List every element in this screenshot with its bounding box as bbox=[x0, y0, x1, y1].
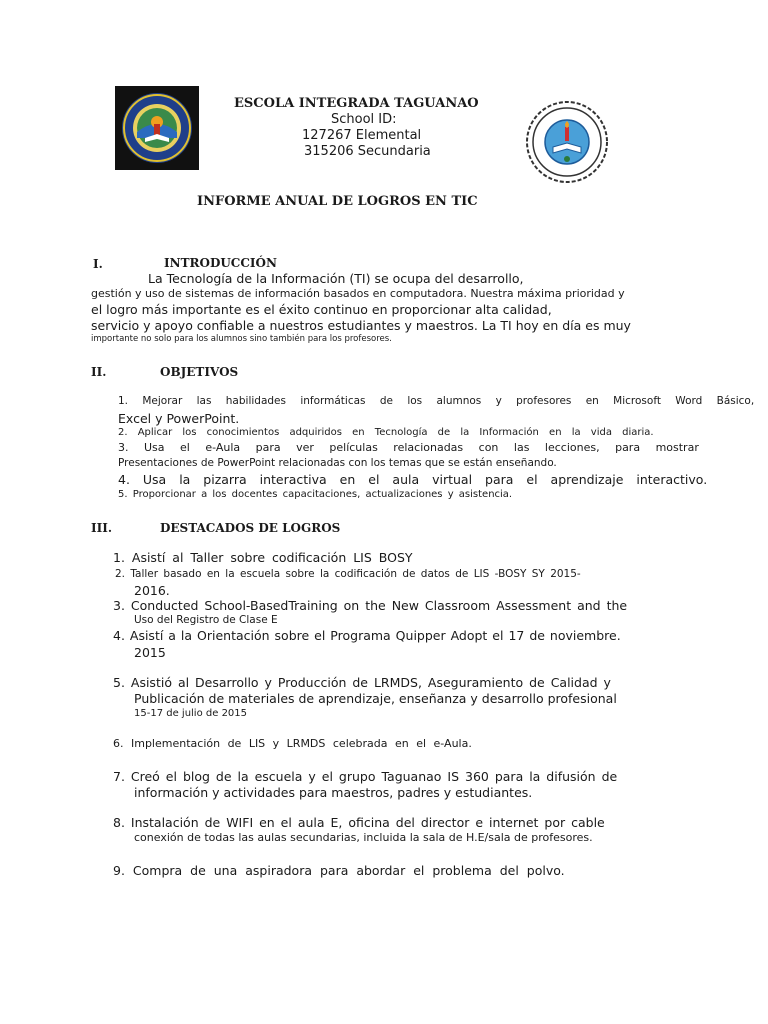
highlight-1: 1. Asistí al Taller sobre codificación LIS BOSY bbox=[113, 550, 413, 565]
highlight-9: 9. Compra de una aspiradora para abordar el problema del polvo. bbox=[113, 863, 565, 878]
intro-line-2: gestión y uso de sistemas de información basados en computadora. Nuestra máxima prioridad y bbox=[91, 287, 625, 300]
school-id-label: School ID: bbox=[331, 112, 397, 127]
objective-2: 2. Aplicar los conocimientos adquiridos en Tecnología de la Información en la vida diaria. bbox=[118, 427, 654, 438]
objective-3-line-1: 3. Usa el e-Aula para ver películas relacionadas con las lecciones, para mostrar bbox=[118, 441, 699, 454]
section-iii-numeral: III. bbox=[91, 521, 113, 535]
highlight-5-line-1: 5. Asistió al Desarrollo y Producción de LRMDS, Aseguramiento de Calidad y bbox=[113, 675, 611, 690]
objective-1-line-1: 1. Mejorar las habilidades informáticas de los alumnos y profesores en Microsoft Word Básico, bbox=[118, 395, 755, 407]
highlight-6: 6. Implementación de LIS y LRMDS celebrada en el e-Aula. bbox=[113, 737, 472, 750]
section-ii-numeral: II. bbox=[91, 365, 107, 379]
highlight-2-line-2: 2016. bbox=[134, 583, 170, 598]
intro-line-3: el logro más importante es el éxito continuo en proporcionar alta calidad, bbox=[91, 302, 552, 317]
highlight-2-line-1: 2. Taller basado en la escuela sobre la codificación de datos de LIS -BOSY SY 2015- bbox=[115, 568, 581, 580]
school-name: ESCOLA INTEGRADA TAGUANAO bbox=[234, 96, 479, 111]
report-title: INFORME ANUAL DE LOGROS EN TIC bbox=[197, 194, 478, 209]
school-id-elemental: 127267 Elemental bbox=[302, 128, 422, 143]
section-i-numeral: I. bbox=[93, 257, 103, 271]
taguanao-school-seal-logo bbox=[526, 101, 608, 183]
section-ii-heading: OBJETIVOS bbox=[160, 365, 239, 379]
highlight-4-line-1: 4. Asistí a la Orientación sobre el Programa Quipper Adopt el 17 de noviembre. bbox=[113, 628, 621, 643]
school-id-secundaria: 315206 Secundaria bbox=[304, 144, 431, 159]
objective-1-line-2: Excel y PowerPoint. bbox=[118, 411, 240, 426]
objective-4: 4. Usa la pizarra interactiva en el aula virtual para el aprendizaje interactivo. bbox=[118, 472, 708, 487]
highlight-8-line-1: 8. Instalación de WIFI en el aula E, oficina del director e internet por cable bbox=[113, 815, 605, 830]
highlight-3-line-1: 3. Conducted School-BasedTraining on the New Classroom Assessment and the bbox=[113, 598, 628, 613]
highlight-5-line-3: 15-17 de julio de 2015 bbox=[134, 708, 248, 719]
deped-seal-logo bbox=[115, 86, 199, 170]
objective-5: 5. Proporcionar a los docentes capacitaciones, actualizaciones y asistencia. bbox=[118, 489, 513, 500]
highlight-8-line-2: conexión de todas las aulas secundarias, incluida la sala de H.E/sala de profesores. bbox=[134, 831, 593, 844]
intro-line-4: servicio y apoyo confiable a nuestros estudiantes y maestros. La TI hoy en día es muy bbox=[91, 318, 631, 333]
highlight-7-line-1: 7. Creó el blog de la escuela y el grupo Taguanao IS 360 para la difusión de bbox=[113, 769, 618, 784]
intro-line-5: importante no solo para los alumnos sino también para los profesores. bbox=[91, 334, 392, 344]
intro-line-1: La Tecnología de la Información (TI) se ocupa del desarrollo, bbox=[148, 271, 524, 286]
highlight-7-line-2: información y actividades para maestros, padres y estudiantes. bbox=[134, 785, 533, 800]
objective-3-line-2: Presentaciones de PowerPoint relacionadas con los temas que se están enseñando. bbox=[118, 457, 557, 469]
section-iii-heading: DESTACADOS DE LOGROS bbox=[160, 521, 341, 535]
section-i-heading: INTRODUCCIÓN bbox=[164, 256, 277, 270]
highlight-3-line-2: Uso del Registro de Clase E bbox=[134, 614, 278, 626]
highlight-4-line-2: 2015 bbox=[134, 645, 166, 660]
highlight-5-line-2: Publicación de materiales de aprendizaje, enseñanza y desarrollo profesional bbox=[134, 691, 617, 706]
